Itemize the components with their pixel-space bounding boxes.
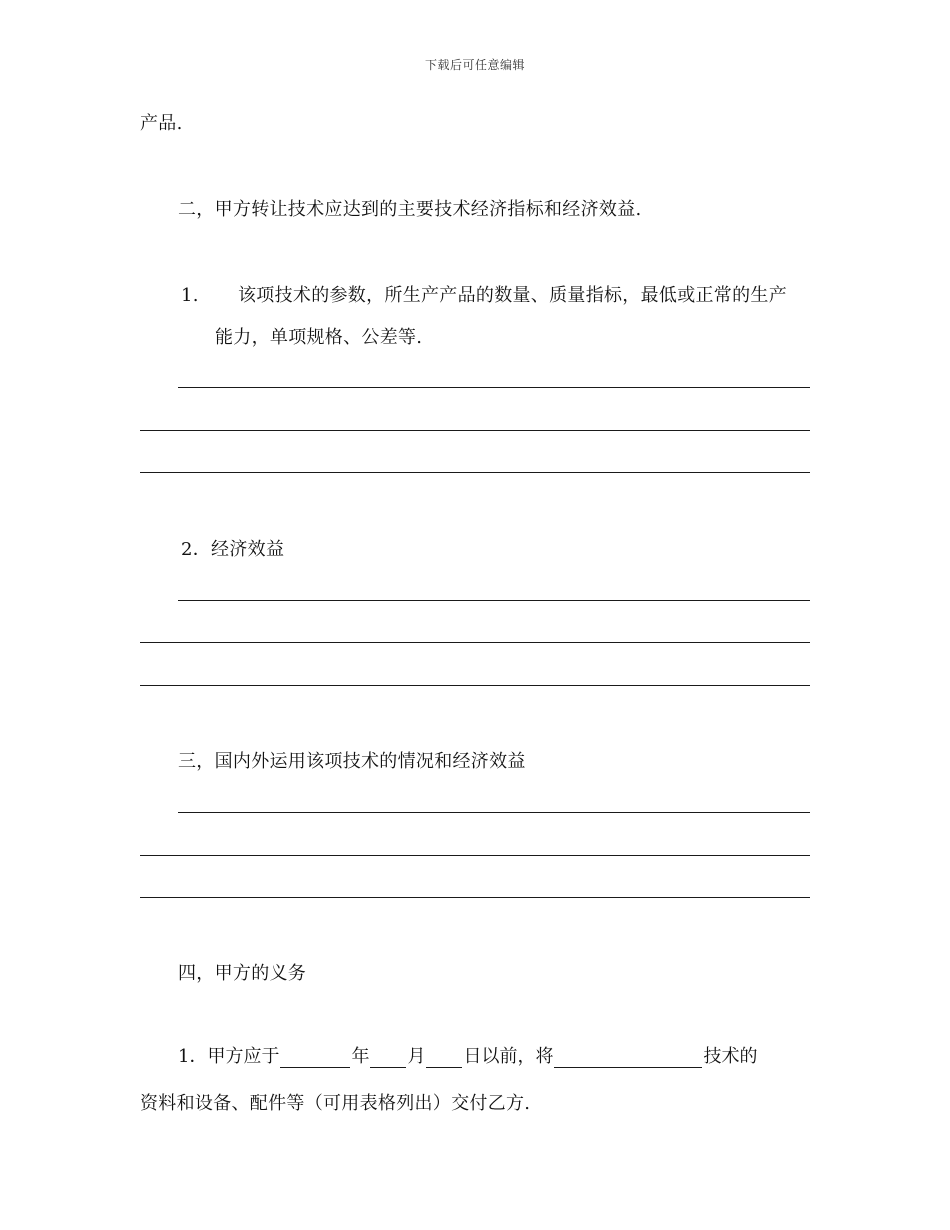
day-label: 日以前，将 [463,1046,554,1067]
item-2-label: 2．经济效益 [181,539,285,560]
fill-in-line [140,685,810,686]
fill-in-line [140,430,810,431]
tech-name-blank[interactable] [554,1049,702,1068]
section-2-heading: 二，甲方转让技术应达到的主要技术经济指标和经济效益. [178,199,642,220]
year-label: 年 [351,1046,370,1067]
header-note: 下载后可任意编辑 [424,58,525,72]
day-blank[interactable] [426,1049,462,1068]
item-1-number: 1. [181,285,199,306]
month-blank[interactable] [370,1049,406,1068]
fill-in-line [178,387,810,388]
fill-in-line [178,600,810,601]
item-1-text-line1: 该项技术的参数，所生产产品的数量、质量指标，最低或正常的生产 [238,285,787,306]
item-1-text-line2: 能力，单项规格、公差等. [215,327,423,348]
year-blank[interactable] [280,1049,350,1068]
fill-in-line [140,472,810,473]
fill-in-line [178,812,810,813]
month-label: 月 [407,1046,426,1067]
fill-in-line [140,897,810,898]
previous-paragraph-tail: 产品. [140,113,183,134]
fill-in-line [140,855,810,856]
section-4-heading: 四，甲方的义务 [178,963,307,984]
tech-label: 技术的 [703,1046,758,1067]
clause-1-line1 [178,1046,757,1068]
section-3-heading: 三，国内外运用该项技术的情况和经济效益 [178,751,526,772]
fill-in-line [140,642,810,643]
clause-1-prefix: 1．甲方应于 [178,1046,280,1067]
clause-1-line2: 资料和设备、配件等（可用表格列出）交付乙方. [140,1093,531,1114]
